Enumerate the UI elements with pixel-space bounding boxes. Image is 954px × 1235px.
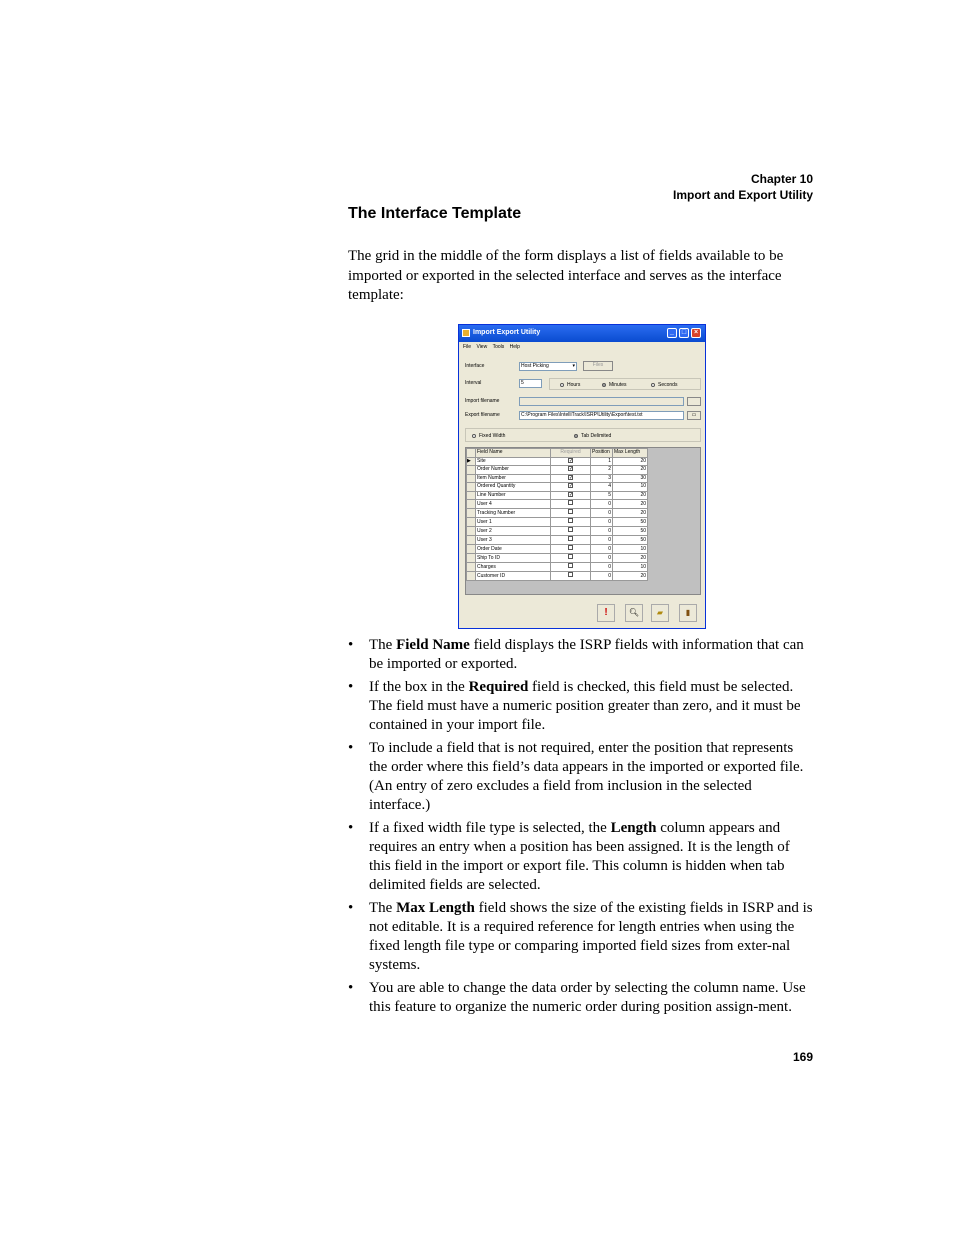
- section-title: The Interface Template: [348, 205, 522, 222]
- cell-required[interactable]: [551, 509, 591, 518]
- cell-field-name[interactable]: Customer ID: [476, 572, 551, 581]
- interval-label: Interval: [465, 380, 482, 386]
- interval-units-group: [549, 378, 701, 390]
- cell-required[interactable]: [551, 563, 591, 572]
- required-checkbox[interactable]: [568, 536, 573, 541]
- required-checkbox[interactable]: [568, 509, 573, 514]
- cell-field-name[interactable]: User 3: [476, 536, 551, 545]
- exit-door-icon[interactable]: ▮: [679, 604, 697, 622]
- radio-fixed-width[interactable]: Fixed Width: [472, 433, 505, 439]
- cell-max-length: 20: [613, 491, 648, 500]
- cell-required[interactable]: [551, 518, 591, 527]
- bullet-term: Field Name: [396, 637, 470, 653]
- bullet-text-rest: field shows the size of the existing fields in ISRP and is not editable. It is a required reference for length entries when using the fixed length file type or comparing imported field sizes from exter-nal systems.: [369, 900, 813, 973]
- export-filename-label: Export filename: [465, 412, 500, 418]
- bullet-text: You are able to change the data order by selecting the column name. Use this feature to organize the numeric order during position assign-ment.: [369, 980, 806, 1015]
- row-selector[interactable]: [467, 509, 476, 518]
- grid-corner: [467, 449, 476, 458]
- cell-field-name[interactable]: Site: [476, 457, 551, 466]
- interval-input[interactable]: 5: [519, 379, 542, 388]
- row-selector[interactable]: [467, 536, 476, 545]
- field-grid: [465, 447, 701, 595]
- bullet-text: If a fixed width file type is selected, the: [369, 820, 611, 836]
- cell-field-name[interactable]: Order Number: [476, 466, 551, 475]
- bullet-term: Max Length: [396, 900, 475, 916]
- cell-max-length: 20: [613, 500, 648, 509]
- table-row[interactable]: [467, 509, 648, 518]
- cell-position[interactable]: 4: [591, 483, 613, 492]
- bullet-text: The: [369, 900, 397, 916]
- chevron-down-icon: ▾: [572, 363, 575, 369]
- cell-position[interactable]: 1: [591, 457, 613, 466]
- bullet-text: To include a field that is not required, enter the position that represents the order where this field’s data appears in the imported or exported file. (An entry of zero excludes a field from inclusion in the selected interface.): [369, 740, 804, 813]
- cell-required[interactable]: [551, 554, 591, 563]
- required-checkbox[interactable]: ✓: [569, 483, 574, 490]
- required-checkbox[interactable]: [568, 554, 573, 559]
- list-item: [348, 899, 814, 975]
- page-number: 169: [792, 1050, 813, 1064]
- cell-max-length: 10: [613, 545, 648, 554]
- cell-required[interactable]: [551, 500, 591, 509]
- column-header-field-name[interactable]: Field Name: [476, 449, 551, 458]
- required-checkbox[interactable]: [568, 500, 573, 505]
- list-item: [348, 636, 814, 674]
- required-checkbox[interactable]: ✓: [569, 491, 574, 498]
- files-button[interactable]: Files: [583, 361, 613, 371]
- cell-position[interactable]: 0: [591, 545, 613, 554]
- open-folder-icon[interactable]: ▰: [651, 604, 669, 622]
- row-selector[interactable]: [467, 554, 476, 563]
- menu-view[interactable]: View: [476, 344, 488, 350]
- bullet-term: Length: [610, 820, 657, 836]
- menu-file[interactable]: File: [463, 344, 472, 350]
- running-header-chapter: Chapter 10: [750, 172, 813, 186]
- table-row[interactable]: [467, 500, 648, 509]
- row-selector[interactable]: [467, 491, 476, 500]
- list-item: [348, 979, 814, 1017]
- row-selector[interactable]: [467, 466, 476, 475]
- cell-required[interactable]: [551, 491, 591, 500]
- cell-field-name[interactable]: Charges: [476, 563, 551, 572]
- table-row[interactable]: [467, 483, 648, 492]
- cell-position[interactable]: 0: [591, 527, 613, 536]
- column-header-required[interactable]: Required: [551, 449, 591, 458]
- menu-tools[interactable]: Tools: [492, 344, 505, 350]
- row-selector[interactable]: [467, 474, 476, 483]
- table-row[interactable]: [467, 536, 648, 545]
- minimize-icon[interactable]: _: [667, 328, 677, 338]
- required-checkbox[interactable]: ✓: [569, 457, 574, 464]
- export-filename-input[interactable]: C:\Program Files\IntelliTrack\ISRP\Utility\Export\test.txt: [519, 411, 684, 420]
- cell-position[interactable]: 3: [591, 474, 613, 483]
- list-item: [348, 819, 814, 895]
- row-selector[interactable]: [467, 483, 476, 492]
- required-checkbox[interactable]: [568, 572, 573, 577]
- bullet-term: Required: [468, 679, 529, 695]
- cell-field-name[interactable]: Line Number: [476, 491, 551, 500]
- list-item: [348, 739, 814, 815]
- cell-max-length: 50: [613, 527, 648, 536]
- cell-max-length: 30: [613, 474, 648, 483]
- cell-max-length: 50: [613, 518, 648, 527]
- required-checkbox[interactable]: ✓: [569, 474, 574, 481]
- grid-header-row: [467, 449, 648, 458]
- intro-paragraph: The grid in the middle of the form displays a list of fields available to be imported or exported in the selected interface and serves as the interface template:: [348, 248, 784, 303]
- export-browse-button[interactable]: ▭: [687, 411, 701, 420]
- preview-icon[interactable]: 🔍︎: [625, 604, 643, 622]
- cell-position[interactable]: 0: [591, 509, 613, 518]
- required-checkbox[interactable]: [568, 518, 573, 523]
- row-selector[interactable]: [467, 572, 476, 581]
- interface-select[interactable]: [519, 362, 577, 371]
- bullet-text: The: [369, 637, 397, 653]
- cell-field-name[interactable]: Tracking Number: [476, 509, 551, 518]
- format-group: [465, 428, 701, 442]
- table-row[interactable]: [467, 457, 648, 466]
- required-checkbox[interactable]: ✓: [569, 466, 574, 473]
- menubar: [459, 342, 705, 352]
- cell-max-length: 20: [613, 572, 648, 581]
- menu-help[interactable]: Help: [509, 344, 520, 350]
- import-browse-button[interactable]: [687, 397, 701, 406]
- radio-hours[interactable]: Hours: [560, 382, 580, 388]
- cell-max-length: 20: [613, 509, 648, 518]
- radio-seconds[interactable]: Seconds: [651, 382, 677, 388]
- bullet-text-rest: column appears and requires an entry when a position has been assigned. It is the length of this field in the import or export file. This column is hidden when tab delimited fields are selected.: [369, 820, 790, 893]
- cell-max-length: 20: [613, 554, 648, 563]
- table-row[interactable]: [467, 491, 648, 500]
- cell-position[interactable]: 0: [591, 536, 613, 545]
- required-checkbox[interactable]: [568, 527, 573, 532]
- table-row[interactable]: [467, 527, 648, 536]
- window-title: Import Export Utility: [473, 329, 541, 336]
- cell-position[interactable]: 0: [591, 572, 613, 581]
- maximize-icon[interactable]: □: [679, 328, 689, 338]
- import-export-window: [458, 324, 706, 629]
- cell-max-length: 10: [613, 483, 648, 492]
- list-item: [348, 678, 814, 735]
- cell-required[interactable]: [551, 545, 591, 554]
- row-selector[interactable]: ▶: [467, 457, 476, 466]
- cell-max-length: 50: [613, 536, 648, 545]
- radio-minutes[interactable]: Minutes: [602, 382, 627, 388]
- table-row[interactable]: [467, 572, 648, 581]
- table-row[interactable]: [467, 554, 648, 563]
- bullet-text-rest: field is checked, this field must be selected. The field must have a numeric position greater than zero, and it must be contained in your import file.: [369, 679, 801, 733]
- cell-position[interactable]: 0: [591, 554, 613, 563]
- exclamation-icon[interactable]: !: [597, 604, 615, 622]
- row-selector[interactable]: [467, 500, 476, 509]
- table-row[interactable]: [467, 466, 648, 475]
- cell-position[interactable]: 2: [591, 466, 613, 475]
- row-selector[interactable]: [467, 518, 476, 527]
- required-checkbox[interactable]: [568, 545, 573, 550]
- cell-position[interactable]: 0: [591, 563, 613, 572]
- column-header-max-length[interactable]: Max Length: [613, 449, 648, 458]
- cell-field-name[interactable]: User 4: [476, 500, 551, 509]
- running-header-title: Import and Export Utility: [672, 188, 813, 202]
- cell-field-name[interactable]: Order Date: [476, 545, 551, 554]
- table-row[interactable]: [467, 563, 648, 572]
- required-checkbox[interactable]: [568, 563, 573, 568]
- app-icon: [462, 329, 470, 337]
- cell-field-name[interactable]: Ship To ID: [476, 554, 551, 563]
- cell-required[interactable]: [551, 536, 591, 545]
- interface-select-value: Host Picking: [521, 363, 549, 369]
- cell-max-length: 20: [613, 457, 648, 466]
- close-icon[interactable]: ×: [691, 328, 701, 338]
- row-selector[interactable]: [467, 527, 476, 536]
- cell-max-length: 10: [613, 563, 648, 572]
- cell-position[interactable]: 5: [591, 491, 613, 500]
- row-selector[interactable]: [467, 545, 476, 554]
- cell-position[interactable]: 0: [591, 518, 613, 527]
- cell-field-name[interactable]: Item Number: [476, 474, 551, 483]
- cell-field-name[interactable]: Ordered Quantity: [476, 483, 551, 492]
- interface-label: Interface: [465, 363, 485, 369]
- bullet-text: If the box in the: [369, 679, 469, 695]
- cell-field-name[interactable]: User 1: [476, 518, 551, 527]
- column-header-position[interactable]: Position: [591, 449, 613, 458]
- bullet-text-rest: field displays the ISRP fields with information that can be imported or exported.: [369, 637, 804, 672]
- cell-required[interactable]: [551, 457, 591, 466]
- import-filename-label: Import filename: [465, 398, 500, 404]
- cell-max-length: 20: [613, 466, 648, 475]
- radio-tab-delimited[interactable]: Tab Delimited: [574, 433, 611, 439]
- cell-position[interactable]: 0: [591, 500, 613, 509]
- bullet-list: [348, 636, 814, 1021]
- cell-field-name[interactable]: User 2: [476, 527, 551, 536]
- table-row[interactable]: [467, 474, 648, 483]
- window-titlebar: [459, 325, 705, 342]
- cell-required[interactable]: [551, 466, 591, 475]
- cell-required[interactable]: [551, 474, 591, 483]
- import-filename-input[interactable]: [519, 397, 684, 406]
- table-row[interactable]: [467, 545, 648, 554]
- cell-required[interactable]: [551, 572, 591, 581]
- cell-required[interactable]: [551, 527, 591, 536]
- row-selector[interactable]: [467, 563, 476, 572]
- cell-required[interactable]: [551, 483, 591, 492]
- table-row[interactable]: [467, 518, 648, 527]
